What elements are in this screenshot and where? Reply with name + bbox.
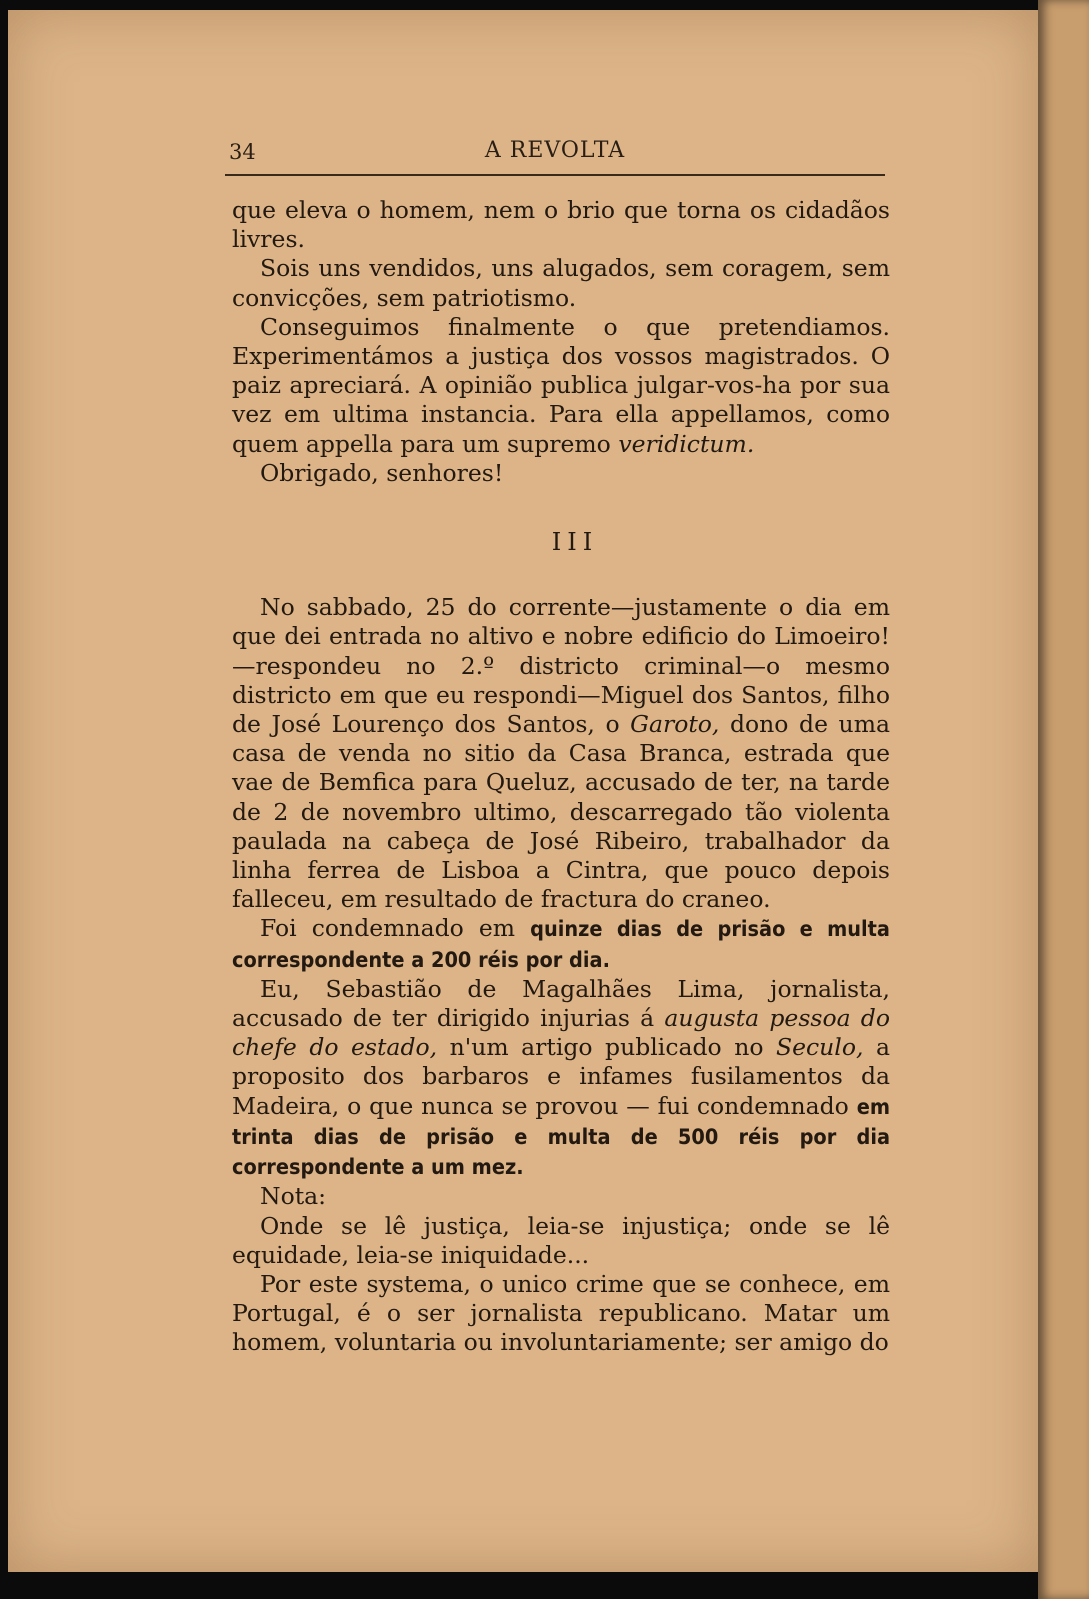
paragraph <box>232 593 890 914</box>
bold-sentence: em trinta dias de prisão e multa de 500 réis por dia correspondente a um mez. <box>232 1094 890 1181</box>
italic-term: Garoto, <box>630 710 720 739</box>
paragraph: Nota: <box>260 1182 327 1211</box>
paragraph-text: Eu, Sebastião de Magalhães Lima, jornalista, accusado de ter dirigido injurias á <box>232 974 890 1033</box>
section-heading: III <box>551 528 599 557</box>
paragraph <box>232 914 890 974</box>
bold-sentence: quinze dias de prisão e multa correspondente a 200 réis por dia. <box>232 917 890 973</box>
paragraph-text: Foi condemnado em <box>260 914 516 943</box>
paragraph-text: n'um artigo publicado no <box>449 1033 764 1062</box>
page-body <box>232 196 890 1358</box>
paragraph: Por este systema, o unico crime que se conhece, em Portugal, é o ser jornalista republicano. Matar um homem, voluntaria ou involuntariamente; ser amigo do <box>232 1269 890 1357</box>
paragraph-text: a proposito dos barbaros e infames fusilamentos da Madeira, o que nunca se provou — fui condemnado <box>232 1033 890 1120</box>
italic-term: veridictum. <box>618 429 755 458</box>
paragraph: Sois uns vendidos, uns alugados, sem coragem, sem convicções, sem patriotismo. <box>232 254 890 312</box>
next-page-edge <box>1038 0 1089 1599</box>
paragraph <box>232 313 890 459</box>
italic-term: Seculo, <box>776 1033 864 1062</box>
paragraph: que eleva o homem, nem o brio que torna os cidadãos livres. <box>232 196 890 254</box>
paragraph-text: dono de uma casa de venda no sitio da Casa Branca, estrada que vae de Bemfica para Queluz, accusado de ter, na tarde de 2 de novembro ultimo, descarregado tão violenta paulada na cabeça de José Ribeiro, trabalhador da linha ferrea de Lisboa a Cintra, que pouco depois falleceu, em resultado de fractura do craneo. <box>232 710 890 914</box>
italic-term: augusta pessoa do chefe do estado, <box>232 1004 890 1062</box>
running-title: A REVOLTA <box>484 138 626 163</box>
paragraph: Onde se lê justiça, leia-se injustiça; onde se lê equidade, leia-se iniquidade... <box>232 1211 890 1269</box>
paragraph: Obrigado, senhores! <box>260 458 504 487</box>
header-rule <box>225 174 885 176</box>
paragraph <box>232 975 890 1182</box>
page-header <box>225 135 885 177</box>
page-number: 34 <box>229 140 256 164</box>
paragraph-text: No sabbado, 25 do corrente—justamente o dia em que dei entrada no altivo e nobre edificio do Limoeiro! —respondeu no 2.º districto criminal—o mesmo districto em que eu respondi—Miguel dos Santos, filho de José Lourenço dos Santos, o <box>232 593 890 739</box>
paragraph-text: Conseguimos finalmente o que pretendiamos. Experimentámos a justiça dos vossos magistrados. O paiz apreciará. A opinião publica julgar-vos-ha por sua vez em ultima instancia. Para ella appellamos, como quem appella para um supremo <box>232 312 890 458</box>
